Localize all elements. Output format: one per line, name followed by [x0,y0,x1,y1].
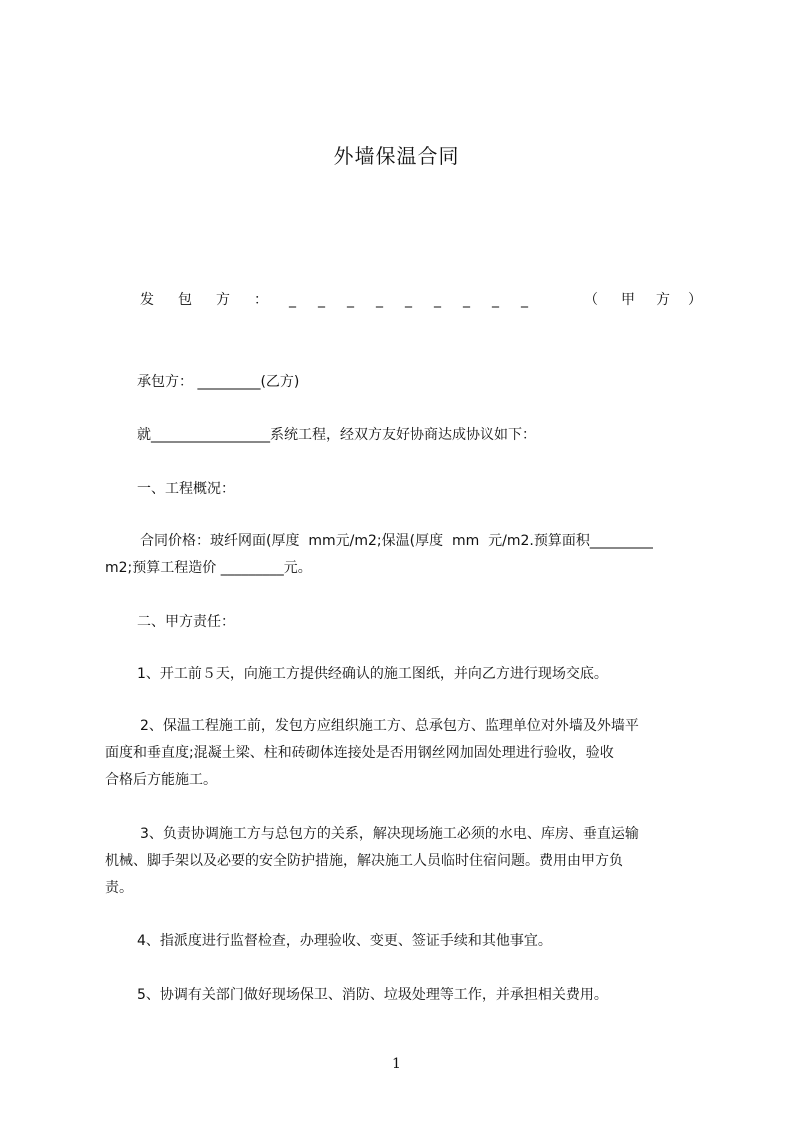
responsibility-item-3-line-1: 3、负责协调施工方与总包方的关系，解决现场施工必须的水电、库房、垂直运输 [140,826,639,842]
party-a-blank-mark: _ [318,292,325,308]
party-a-label-char: 方 [216,292,230,308]
party-a-suffix-char: 方 [656,292,670,308]
responsibility-item-2-line-3: 合格后方能施工。 [105,772,217,788]
party-b-line: 承包方： _________(乙方) [137,374,300,390]
party-a-blank-mark: _ [463,292,470,308]
party-a-blank-mark: _ [376,292,383,308]
responsibility-item-3-line-3: 责。 [105,880,133,896]
party-a-suffix-char: 甲 [621,292,635,308]
party-a-blank-mark: _ [347,292,354,308]
page-number: 1 [392,1056,401,1072]
party-a-label-char: ： [254,292,268,308]
intro-paragraph: 就_________________系统工程，经双方友好协商达成协议如下： [137,427,536,443]
section-2-heading: 二、甲方责任： [137,614,235,630]
section-1-heading: 一、工程概况： [137,481,235,497]
party-a-line [140,290,700,310]
party-a-label-char: 包 [178,292,192,308]
responsibility-item-4: 4、指派度进行监督检查，办理验收、变更、签证手续和其他事宜。 [137,933,552,949]
party-a-suffix-char: ） [688,292,702,308]
responsibility-item-2-line-2: 面度和垂直度;混凝土梁、柱和砖砌体连接处是否用钢丝网加固处理进行验收，验收 [105,745,614,761]
party-a-suffix-char: （ [584,292,598,308]
responsibility-item-3-line-2: 机械、脚手架以及必要的安全防护措施，解决施工人员临时住宿问题。费用由甲方负 [105,853,623,869]
party-a-blank-mark: _ [492,292,499,308]
responsibility-item-2-line-1: 2、保温工程施工前，发包方应组织施工方、总承包方、监理单位对外墙及外墙平 [140,718,639,734]
document-title: 外墙保温合同 [333,144,460,168]
responsibility-item-1: 1、开工前５天，向施工方提供经确认的施工图纸，并向乙方进行现场交底。 [137,666,608,682]
party-a-blank-mark: _ [434,292,441,308]
party-a-blank-mark: _ [521,292,528,308]
party-a-blank-mark: _ [405,292,412,308]
party-a-blank-mark: _ [289,292,296,308]
price-line-1: 合同价格：玻纤网面(厚度 mm元/m2;保温(厚度 mm 元/m2.预算面积_________ [140,533,653,549]
price-line-2: m2;预算工程造价 _________元。 [105,560,312,576]
party-a-label-char: 发 [140,292,154,308]
responsibility-item-5: 5、协调有关部门做好现场保卫、消防、垃圾处理等工作，并承担相关费用。 [137,987,608,1003]
